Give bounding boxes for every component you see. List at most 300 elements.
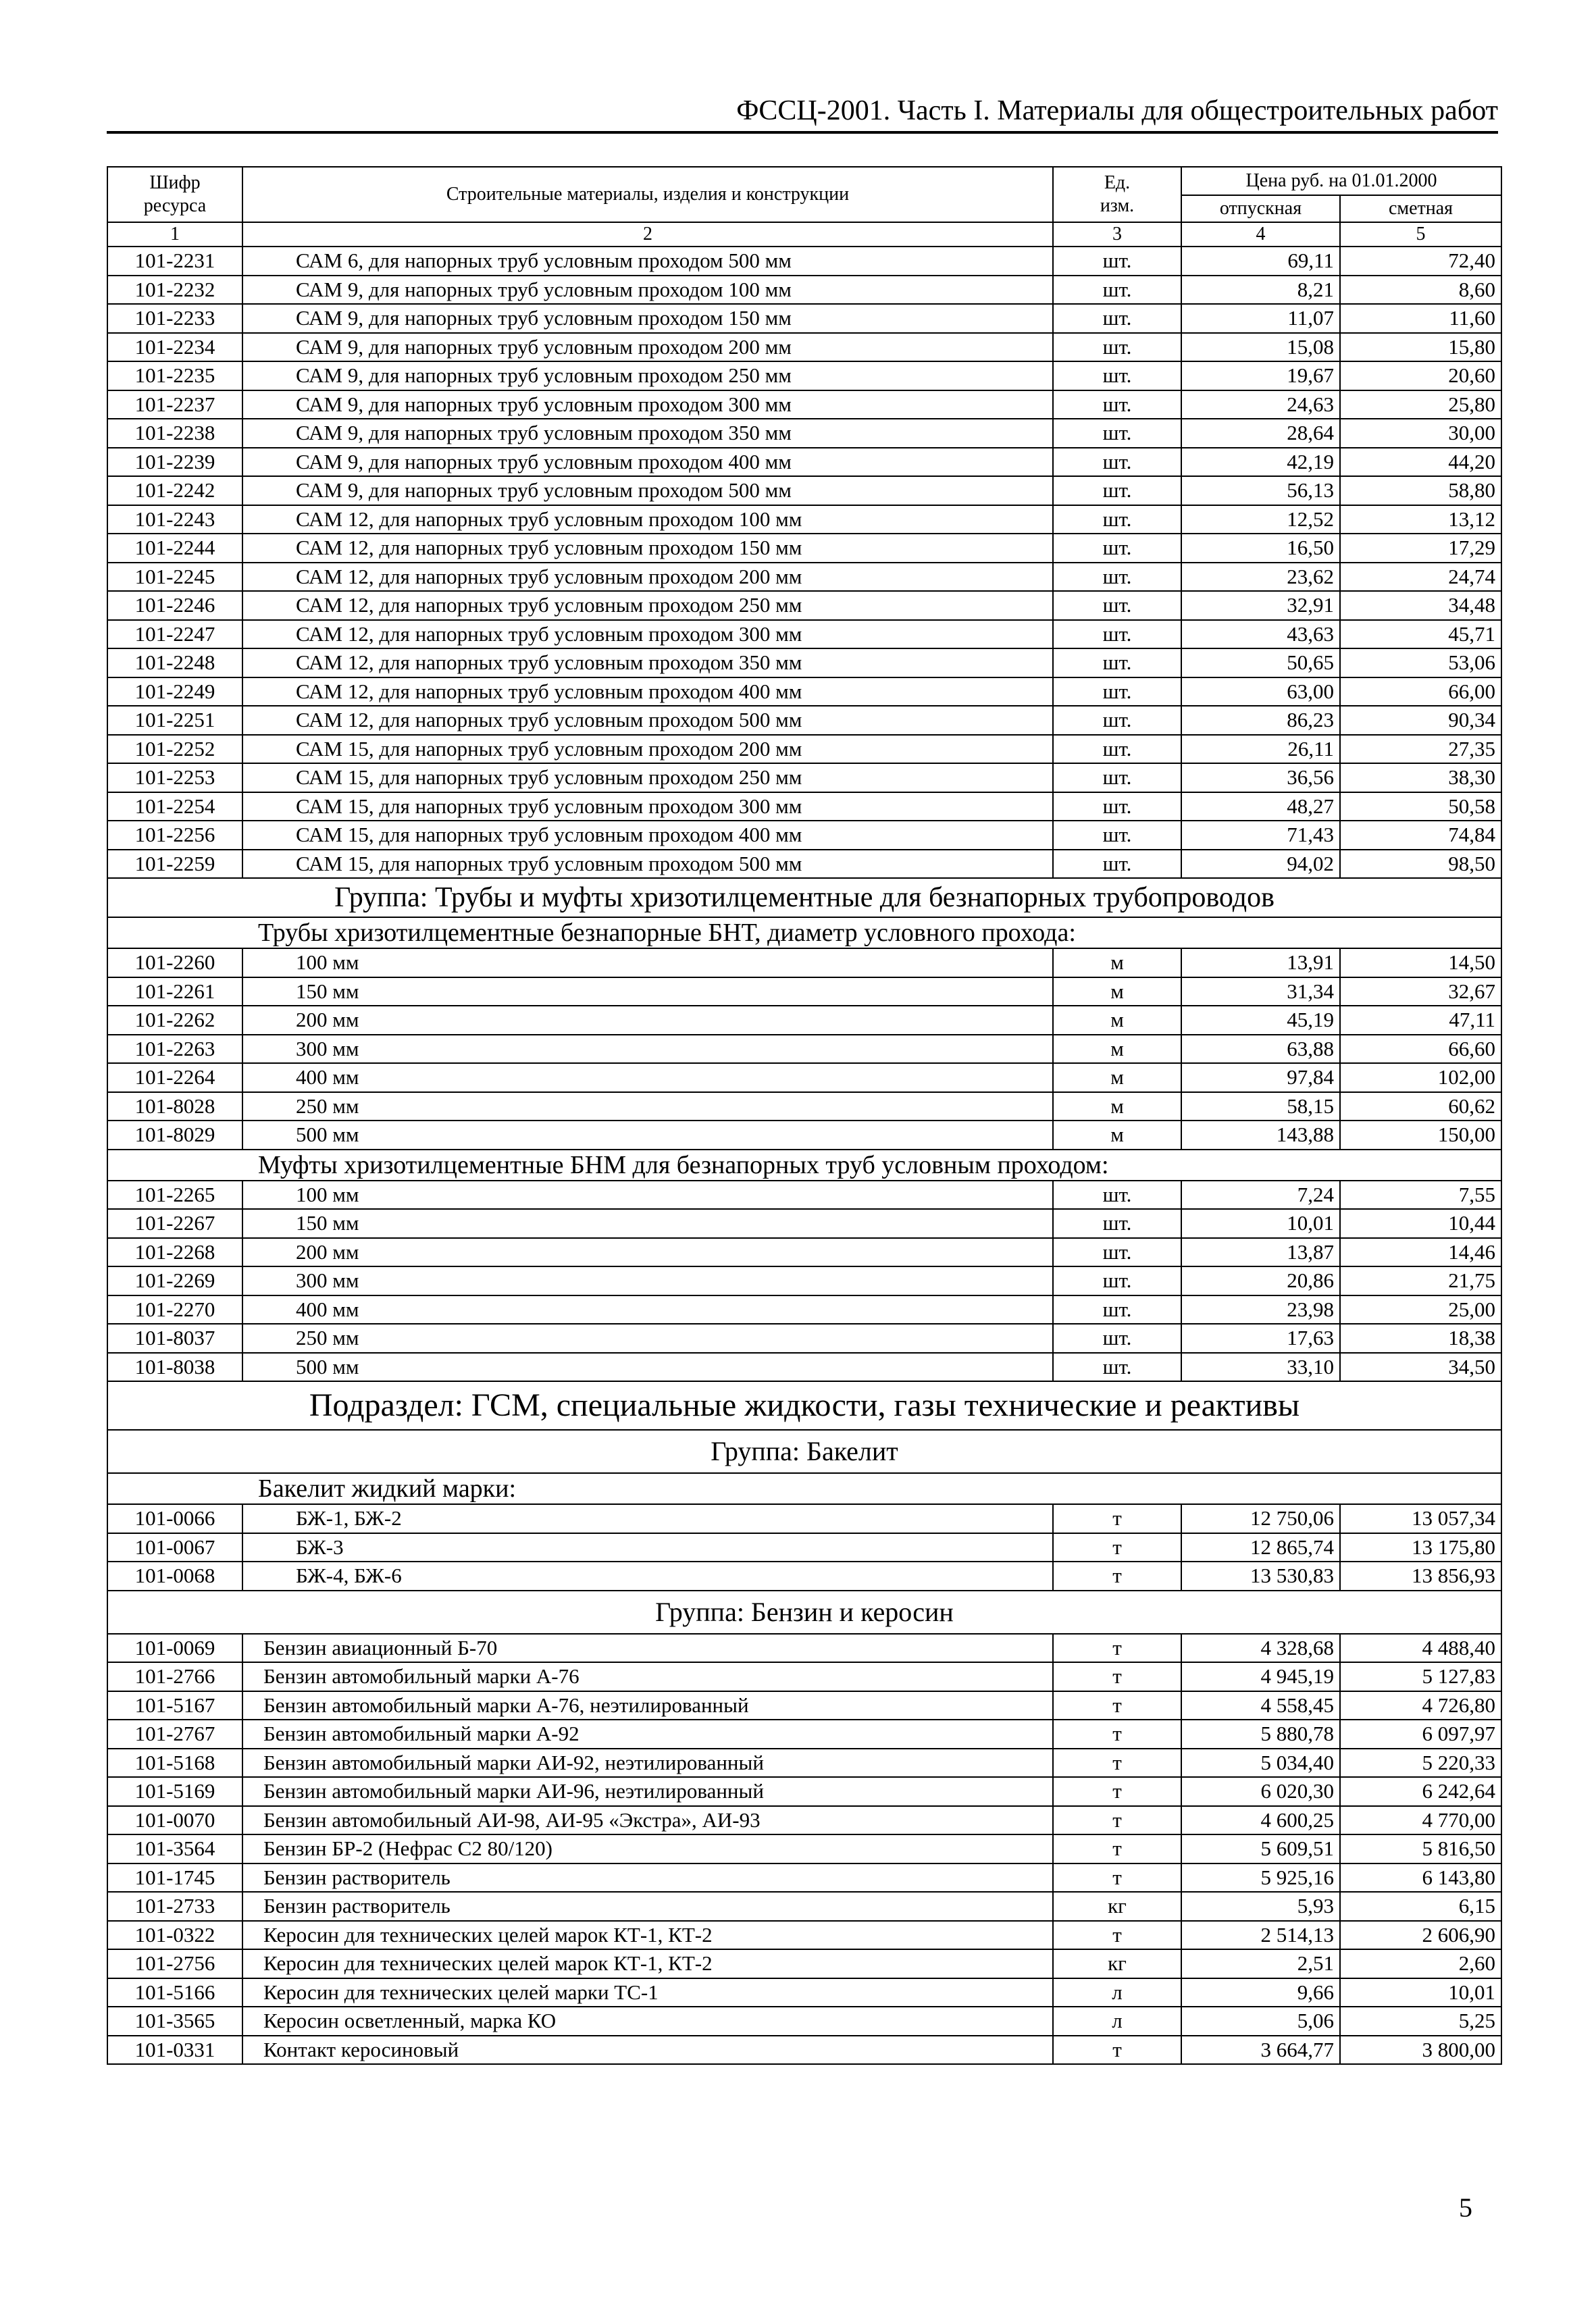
- price-estimate: 66,60: [1340, 1035, 1501, 1064]
- price-estimate: 74,84: [1340, 821, 1501, 850]
- table-row: [107, 1634, 1501, 1663]
- price-release: 31,34: [1181, 977, 1340, 1006]
- price-release: 5 925,16: [1181, 1863, 1340, 1893]
- price-release: 12,52: [1181, 505, 1340, 534]
- resource-code: 101-3564: [107, 1834, 242, 1863]
- table-row: [107, 1892, 1501, 1921]
- column-numbers: [107, 222, 1501, 247]
- material-name: САМ 9, для напорных труб условным проходом 200 мм: [242, 333, 1053, 362]
- resource-code: 101-5168: [107, 1749, 242, 1778]
- resource-code: 101-0068: [107, 1562, 242, 1591]
- resource-code: 101-2248: [107, 648, 242, 677]
- table-row: [107, 1324, 1501, 1353]
- col-num-1: 1: [107, 222, 242, 247]
- price-estimate: 20,60: [1340, 361, 1501, 390]
- header-code-line2: ресурса: [143, 195, 207, 216]
- price-release: 12 750,06: [1181, 1504, 1340, 1533]
- price-estimate: 25,00: [1340, 1295, 1501, 1325]
- price-estimate: 5 816,50: [1340, 1834, 1501, 1863]
- price-estimate: 53,06: [1340, 648, 1501, 677]
- material-name: 200 мм: [242, 1238, 1053, 1267]
- resource-code: 101-2231: [107, 247, 242, 276]
- price-estimate: 50,58: [1340, 792, 1501, 821]
- group-row: [107, 878, 1501, 917]
- unit: т: [1053, 2036, 1181, 2065]
- unit: шт.: [1053, 390, 1181, 419]
- table-row: [107, 735, 1501, 764]
- material-name: САМ 9, для напорных труб условным проходом 150 мм: [242, 304, 1053, 333]
- price-estimate: 102,00: [1340, 1063, 1501, 1092]
- resource-code: 101-2261: [107, 977, 242, 1006]
- resource-code: 101-0066: [107, 1504, 242, 1533]
- price-release: 5 880,78: [1181, 1720, 1340, 1749]
- resource-code: 101-2270: [107, 1295, 242, 1325]
- header-price-estimate: сметная: [1340, 195, 1501, 222]
- table-row: [107, 247, 1501, 276]
- material-name: 250 мм: [242, 1324, 1053, 1353]
- price-release: 16,50: [1181, 534, 1340, 563]
- price-release: 69,11: [1181, 247, 1340, 276]
- unit: т: [1053, 1504, 1181, 1533]
- resource-code: 101-5167: [107, 1691, 242, 1720]
- price-release: 6 020,30: [1181, 1777, 1340, 1806]
- price-estimate: 5 220,33: [1340, 1749, 1501, 1778]
- price-release: 143,88: [1181, 1121, 1340, 1150]
- col-num-2: 2: [242, 222, 1053, 247]
- resource-code: 101-2235: [107, 361, 242, 390]
- material-name: Бензин автомобильный марки АИ-96, неэтилированный: [242, 1777, 1053, 1806]
- unit: шт.: [1053, 247, 1181, 276]
- price-release: 94,02: [1181, 850, 1340, 879]
- price-estimate: 45,71: [1340, 620, 1501, 649]
- resource-code: 101-2238: [107, 419, 242, 448]
- resource-code: 101-2243: [107, 505, 242, 534]
- price-estimate: 58,80: [1340, 476, 1501, 505]
- unit: шт.: [1053, 333, 1181, 362]
- unit: т: [1053, 1806, 1181, 1835]
- price-release: 4 945,19: [1181, 1662, 1340, 1691]
- price-estimate: 34,48: [1340, 591, 1501, 620]
- material-name: САМ 15, для напорных труб условным проходом 300 мм: [242, 792, 1053, 821]
- price-estimate: 14,50: [1340, 948, 1501, 977]
- price-estimate: 13 175,80: [1340, 1533, 1501, 1562]
- price-estimate: 72,40: [1340, 247, 1501, 276]
- table-row: [107, 1353, 1501, 1382]
- material-name: 500 мм: [242, 1121, 1053, 1150]
- price-estimate: 25,80: [1340, 390, 1501, 419]
- resource-code: 101-2259: [107, 850, 242, 879]
- price-release: 4 558,45: [1181, 1691, 1340, 1720]
- unit: кг: [1053, 1949, 1181, 1978]
- table-row: [107, 1006, 1501, 1035]
- resource-code: 101-2268: [107, 1238, 242, 1267]
- price-release: 28,64: [1181, 419, 1340, 448]
- price-estimate: 13 856,93: [1340, 1562, 1501, 1591]
- unit: шт.: [1053, 648, 1181, 677]
- price-estimate: 3 800,00: [1340, 2036, 1501, 2065]
- price-release: 7,24: [1181, 1181, 1340, 1210]
- table-row: [107, 821, 1501, 850]
- price-estimate: 7,55: [1340, 1181, 1501, 1210]
- material-name: САМ 12, для напорных труб условным проходом 150 мм: [242, 534, 1053, 563]
- page-header: ФССЦ-2001. Часть I. Материалы для общестроительных работ: [107, 93, 1498, 134]
- unit: т: [1053, 1662, 1181, 1691]
- material-name: Бензин БР-2 (Нефрас С2 80/120): [242, 1834, 1053, 1863]
- price-release: 15,08: [1181, 333, 1340, 362]
- subhead-row: [107, 917, 1501, 948]
- table-row: [107, 1035, 1501, 1064]
- unit: шт.: [1053, 1181, 1181, 1210]
- header-unit: [1053, 167, 1181, 222]
- resource-code: 101-0067: [107, 1533, 242, 1562]
- resource-code: 101-2247: [107, 620, 242, 649]
- unit: шт.: [1053, 850, 1181, 879]
- material-name: 300 мм: [242, 1035, 1053, 1064]
- subhead-title: Муфты хризотилцементные БНМ для безнапорных труб условным проходом:: [107, 1150, 1501, 1181]
- resource-code: 101-2251: [107, 706, 242, 735]
- resource-code: 101-8038: [107, 1353, 242, 1382]
- price-estimate: 6 242,64: [1340, 1777, 1501, 1806]
- resource-code: 101-2232: [107, 276, 242, 305]
- material-name: Бензин автомобильный АИ-98, АИ-95 «Экстра», АИ-93: [242, 1806, 1053, 1835]
- material-name: Контакт керосиновый: [242, 2036, 1053, 2065]
- resource-code: 101-2265: [107, 1181, 242, 1210]
- table-row: [107, 648, 1501, 677]
- price-release: 17,63: [1181, 1324, 1340, 1353]
- unit: м: [1053, 1006, 1181, 1035]
- unit: т: [1053, 1691, 1181, 1720]
- price-release: 4 328,68: [1181, 1634, 1340, 1663]
- unit: шт.: [1053, 1324, 1181, 1353]
- table-row: [107, 1921, 1501, 1950]
- unit: т: [1053, 1777, 1181, 1806]
- unit: т: [1053, 1749, 1181, 1778]
- table-row: [107, 792, 1501, 821]
- resource-code: 101-8037: [107, 1324, 242, 1353]
- subhead-title: Бакелит жидкий марки:: [107, 1473, 1501, 1504]
- table-row: [107, 276, 1501, 305]
- unit: шт.: [1053, 304, 1181, 333]
- unit: шт.: [1053, 591, 1181, 620]
- table-row: [107, 505, 1501, 534]
- price-estimate: 8,60: [1340, 276, 1501, 305]
- table-row: [107, 1749, 1501, 1778]
- price-release: 58,15: [1181, 1092, 1340, 1121]
- material-name: Бензин автомобильный марки А-76, неэтилированный: [242, 1691, 1053, 1720]
- table-row: [107, 620, 1501, 649]
- material-name: 400 мм: [242, 1063, 1053, 1092]
- resource-code: 101-3565: [107, 2007, 242, 2036]
- price-estimate: 5,25: [1340, 2007, 1501, 2036]
- resource-code: 101-2253: [107, 763, 242, 792]
- price-release: 9,66: [1181, 1978, 1340, 2007]
- material-name: САМ 9, для напорных труб условным проходом 400 мм: [242, 448, 1053, 477]
- table-row: [107, 763, 1501, 792]
- material-name: САМ 9, для напорных труб условным проходом 300 мм: [242, 390, 1053, 419]
- price-release: 86,23: [1181, 706, 1340, 735]
- resource-code: 101-2766: [107, 1662, 242, 1691]
- table-row: [107, 1504, 1501, 1533]
- price-release: 5 034,40: [1181, 1749, 1340, 1778]
- resource-code: 101-2245: [107, 563, 242, 592]
- price-estimate: 14,46: [1340, 1238, 1501, 1267]
- table-header: [107, 167, 1501, 247]
- table-row: [107, 333, 1501, 362]
- price-release: 5 609,51: [1181, 1834, 1340, 1863]
- table-row: [107, 591, 1501, 620]
- unit: шт.: [1053, 821, 1181, 850]
- unit: м: [1053, 948, 1181, 977]
- price-estimate: 66,00: [1340, 677, 1501, 706]
- price-estimate: 2,60: [1340, 1949, 1501, 1978]
- price-release: 19,67: [1181, 361, 1340, 390]
- table-row: [107, 1238, 1501, 1267]
- col-num-5: 5: [1340, 222, 1501, 247]
- material-name: САМ 6, для напорных труб условным проходом 500 мм: [242, 247, 1053, 276]
- resource-code: 101-5166: [107, 1978, 242, 2007]
- material-name: Керосин осветленный, марка КО: [242, 2007, 1053, 2036]
- table-row: [107, 1806, 1501, 1835]
- price-release: 63,88: [1181, 1035, 1340, 1064]
- unit: шт.: [1053, 1209, 1181, 1238]
- unit: м: [1053, 1121, 1181, 1150]
- price-estimate: 44,20: [1340, 448, 1501, 477]
- group2-title: Группа: Бензин и керосин: [107, 1591, 1501, 1634]
- table-row: [107, 1662, 1501, 1691]
- price-estimate: 90,34: [1340, 706, 1501, 735]
- material-name: Бензин автомобильный марки А-92: [242, 1720, 1053, 1749]
- price-estimate: 6 097,97: [1340, 1720, 1501, 1749]
- price-release: 13,91: [1181, 948, 1340, 977]
- price-estimate: 10,01: [1340, 1978, 1501, 2007]
- unit: шт.: [1053, 792, 1181, 821]
- price-release: 5,06: [1181, 2007, 1340, 2036]
- unit: шт.: [1053, 763, 1181, 792]
- group2-row: [107, 1430, 1501, 1473]
- price-estimate: 24,74: [1340, 563, 1501, 592]
- resource-code: 101-8029: [107, 1121, 242, 1150]
- unit: т: [1053, 1634, 1181, 1663]
- resource-code: 101-0322: [107, 1921, 242, 1950]
- subsection-row: [107, 1381, 1501, 1430]
- material-name: Бензин растворитель: [242, 1892, 1053, 1921]
- material-name: Бензин автомобильный марки АИ-92, неэтилированный: [242, 1749, 1053, 1778]
- resource-code: 101-2262: [107, 1006, 242, 1035]
- price-release: 4 600,25: [1181, 1806, 1340, 1835]
- table-row: [107, 1834, 1501, 1863]
- price-estimate: 13,12: [1340, 505, 1501, 534]
- unit: шт.: [1053, 1353, 1181, 1382]
- unit: шт.: [1053, 1266, 1181, 1295]
- material-name: БЖ-4, БЖ-6: [242, 1562, 1053, 1591]
- price-release: 2 514,13: [1181, 1921, 1340, 1950]
- resource-code: 101-2246: [107, 591, 242, 620]
- table-row: [107, 1720, 1501, 1749]
- table-row: [107, 476, 1501, 505]
- header-name: Строительные материалы, изделия и конструкции: [242, 167, 1053, 222]
- table-row: [107, 948, 1501, 977]
- unit: шт.: [1053, 448, 1181, 477]
- resource-code: 101-0069: [107, 1634, 242, 1663]
- unit: м: [1053, 1063, 1181, 1092]
- table-row: [107, 1063, 1501, 1092]
- resource-code: 101-2237: [107, 390, 242, 419]
- group2-row: [107, 1591, 1501, 1634]
- price-estimate: 21,75: [1340, 1266, 1501, 1295]
- table-row: [107, 677, 1501, 706]
- resource-code: 101-2733: [107, 1892, 242, 1921]
- subhead-title: Трубы хризотилцементные безнапорные БНТ, диаметр условного прохода:: [107, 917, 1501, 948]
- material-name: 200 мм: [242, 1006, 1053, 1035]
- table-row: [107, 2036, 1501, 2065]
- unit: шт.: [1053, 534, 1181, 563]
- unit: л: [1053, 2007, 1181, 2036]
- price-release: 3 664,77: [1181, 2036, 1340, 2065]
- material-name: 100 мм: [242, 948, 1053, 977]
- unit: шт.: [1053, 419, 1181, 448]
- price-release: 56,13: [1181, 476, 1340, 505]
- unit: кг: [1053, 1892, 1181, 1921]
- table-row: [107, 1533, 1501, 1562]
- unit: м: [1053, 1092, 1181, 1121]
- table-row: [107, 563, 1501, 592]
- price-release: 13,87: [1181, 1238, 1340, 1267]
- material-name: САМ 12, для напорных труб условным проходом 250 мм: [242, 591, 1053, 620]
- table-row: [107, 304, 1501, 333]
- price-release: 42,19: [1181, 448, 1340, 477]
- material-name: САМ 12, для напорных труб условным проходом 500 мм: [242, 706, 1053, 735]
- price-estimate: 98,50: [1340, 850, 1501, 879]
- material-name: САМ 12, для напорных труб условным проходом 350 мм: [242, 648, 1053, 677]
- price-table: [107, 166, 1502, 2065]
- unit: шт.: [1053, 735, 1181, 764]
- table-row: [107, 2007, 1501, 2036]
- subhead-row: [107, 1473, 1501, 1504]
- unit: шт.: [1053, 677, 1181, 706]
- price-estimate: 34,50: [1340, 1353, 1501, 1382]
- price-release: 20,86: [1181, 1266, 1340, 1295]
- price-estimate: 6 143,80: [1340, 1863, 1501, 1893]
- price-release: 50,65: [1181, 648, 1340, 677]
- price-release: 23,98: [1181, 1295, 1340, 1325]
- unit: л: [1053, 1978, 1181, 2007]
- table-row: [107, 706, 1501, 735]
- resource-code: 101-0331: [107, 2036, 242, 2065]
- price-release: 97,84: [1181, 1063, 1340, 1092]
- resource-code: 101-2264: [107, 1063, 242, 1092]
- material-name: САМ 15, для напорных труб условным проходом 400 мм: [242, 821, 1053, 850]
- resource-code: 101-2239: [107, 448, 242, 477]
- price-estimate: 30,00: [1340, 419, 1501, 448]
- table-row: [107, 1863, 1501, 1893]
- table-row: [107, 1121, 1501, 1150]
- material-name: Керосин для технических целей марок КТ-1, КТ-2: [242, 1949, 1053, 1978]
- material-name: САМ 12, для напорных труб условным проходом 100 мм: [242, 505, 1053, 534]
- resource-code: 101-2244: [107, 534, 242, 563]
- price-release: 11,07: [1181, 304, 1340, 333]
- price-estimate: 6,15: [1340, 1892, 1501, 1921]
- price-estimate: 5 127,83: [1340, 1662, 1501, 1691]
- resource-code: 101-2756: [107, 1949, 242, 1978]
- group2-title: Группа: Бакелит: [107, 1430, 1501, 1473]
- table-row: [107, 1978, 1501, 2007]
- price-release: 12 865,74: [1181, 1533, 1340, 1562]
- resource-code: 101-2260: [107, 948, 242, 977]
- material-name: САМ 15, для напорных труб условным проходом 500 мм: [242, 850, 1053, 879]
- price-estimate: 13 057,34: [1340, 1504, 1501, 1533]
- price-release: 8,21: [1181, 276, 1340, 305]
- price-release: 10,01: [1181, 1209, 1340, 1238]
- material-name: 250 мм: [242, 1092, 1053, 1121]
- material-name: Бензин автомобильный марки А-76: [242, 1662, 1053, 1691]
- resource-code: 101-2234: [107, 333, 242, 362]
- material-name: САМ 9, для напорных труб условным проходом 350 мм: [242, 419, 1053, 448]
- resource-code: 101-8028: [107, 1092, 242, 1121]
- material-name: САМ 15, для напорных труб условным проходом 200 мм: [242, 735, 1053, 764]
- material-name: 150 мм: [242, 977, 1053, 1006]
- price-release: 23,62: [1181, 563, 1340, 592]
- unit: шт.: [1053, 1295, 1181, 1325]
- price-estimate: 18,38: [1340, 1324, 1501, 1353]
- price-release: 63,00: [1181, 677, 1340, 706]
- price-estimate: 11,60: [1340, 304, 1501, 333]
- price-estimate: 47,11: [1340, 1006, 1501, 1035]
- price-release: 2,51: [1181, 1949, 1340, 1978]
- table-row: [107, 390, 1501, 419]
- table-row: [107, 1949, 1501, 1978]
- unit: м: [1053, 1035, 1181, 1064]
- col-num-3: 3: [1053, 222, 1181, 247]
- price-release: 24,63: [1181, 390, 1340, 419]
- price-estimate: 17,29: [1340, 534, 1501, 563]
- table-row: [107, 1092, 1501, 1121]
- material-name: 100 мм: [242, 1181, 1053, 1210]
- table-row: [107, 534, 1501, 563]
- resource-code: 101-2242: [107, 476, 242, 505]
- resource-code: 101-2269: [107, 1266, 242, 1295]
- resource-code: 101-2249: [107, 677, 242, 706]
- material-name: Керосин для технических целей марки ТС-1: [242, 1978, 1053, 2007]
- price-estimate: 15,80: [1340, 333, 1501, 362]
- material-name: Бензин растворитель: [242, 1863, 1053, 1893]
- header-code-line1: Шифр: [149, 172, 201, 193]
- page-number: 5: [1459, 2192, 1472, 2223]
- price-release: 5,93: [1181, 1892, 1340, 1921]
- table-row: [107, 1691, 1501, 1720]
- material-name: САМ 9, для напорных труб условным проходом 250 мм: [242, 361, 1053, 390]
- resource-code: 101-2267: [107, 1209, 242, 1238]
- header-code: [107, 167, 242, 222]
- header-unit-line1: Ед.: [1104, 172, 1131, 193]
- resource-code: 101-5169: [107, 1777, 242, 1806]
- resource-code: 101-2256: [107, 821, 242, 850]
- price-release: 71,43: [1181, 821, 1340, 850]
- unit: шт.: [1053, 620, 1181, 649]
- unit: шт.: [1053, 361, 1181, 390]
- group-title: Группа: Трубы и муфты хризотилцементные для безнапорных трубопроводов: [107, 878, 1501, 917]
- table-body: [107, 247, 1501, 2064]
- price-estimate: 60,62: [1340, 1092, 1501, 1121]
- table-row: [107, 1209, 1501, 1238]
- material-name: САМ 12, для напорных труб условным проходом 200 мм: [242, 563, 1053, 592]
- unit: т: [1053, 1720, 1181, 1749]
- material-name: САМ 12, для напорных труб условным проходом 400 мм: [242, 677, 1053, 706]
- col-num-4: 4: [1181, 222, 1340, 247]
- table-row: [107, 1562, 1501, 1591]
- resource-code: 101-2233: [107, 304, 242, 333]
- material-name: САМ 9, для напорных труб условным проходом 500 мм: [242, 476, 1053, 505]
- unit: т: [1053, 1863, 1181, 1893]
